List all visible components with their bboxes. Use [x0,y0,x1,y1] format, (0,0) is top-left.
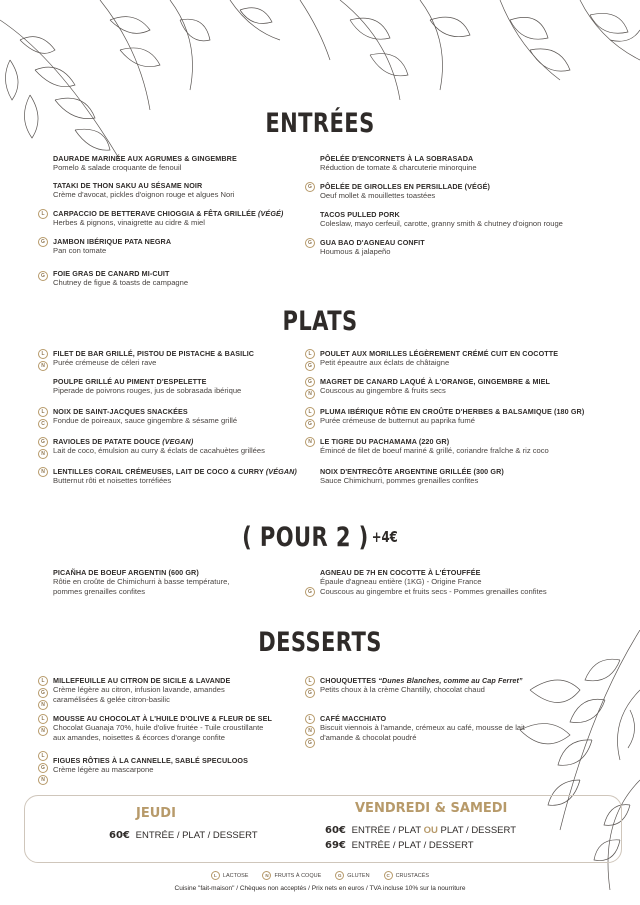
lactose-icon: L [305,407,315,417]
pour-2-supplement: +4€ [371,528,398,546]
item-name: NOIX D'ENTRECÔTE ARGENTINE GRILLÉE (300 GR) [320,467,504,476]
menu-item [41,209,343,229]
entrees-right-column [308,154,610,258]
item-name: FOIE GRAS DE CANARD MI-CUIT [53,269,170,278]
item-description: Lait de coco, émulsion au curry & éclats de cacahuètes grillées [53,446,265,455]
entrees-left-column [41,154,343,289]
section-title-plats: PLATS [282,306,358,337]
item-name: LE TIGRE DU PACHAMAMA (220 GR) [320,437,450,446]
item-name: FIGUES RÔTIES À LA CANNELLE, SABLÉ SPECULOOS [53,756,249,765]
plats-left-column [41,349,343,491]
item-name: MILLEFEUILLE AU CITRON DE SICILE & LAVANDE [53,676,231,685]
fruits-a-coque-icon: N [305,389,315,399]
item-description: Petit épeautre aux éclats de châtaigne [320,358,450,367]
fruits-a-coque-icon: N [305,726,315,736]
item-name: PLUMA IBÉRIQUE RÔTIE EN CROÛTE D'HERBES & BALSAMIQUE (180 GR) [320,407,585,416]
item-description: Coleslaw, mayo cerfeuil, carotte, granny smith & chutney d'oignon rouge [320,219,563,228]
fruits-a-coque-icon: N [305,437,315,447]
menu-item [41,437,343,461]
allergen-icons [305,587,315,597]
legend-item-fruits-a-coque [262,871,321,880]
legend-label: LACTOSE [222,872,249,879]
menu-item [41,467,343,491]
gluten-icon: G [38,237,48,247]
formula-line [325,825,516,836]
item-name: AGNEAU DE 7H EN COCOTTE À L'ÉTOUFFÉE [320,568,481,577]
fruits-a-coque-icon: N [38,775,48,785]
formula-price: 69€ [325,840,346,851]
fruits-a-coque-icon: N [38,361,48,371]
plats-right-column [308,349,610,491]
allergen-icons [38,209,48,219]
menu-item [41,407,343,431]
formula-title-vendredi-samedi: VENDREDI & SAMEDI [355,801,508,816]
crustaces-icon: C [384,871,393,880]
item-name: PÔELÉE DE GIROLLES EN PERSILLADE (VÉGÉ) [320,182,491,191]
menu-item [320,154,610,174]
item-description: Petits choux à la crème Chantilly, chocolat chaud [320,685,485,694]
gluten-icon: G [38,763,48,773]
gluten-icon: G [38,688,48,698]
item-name: RAVIOLES DE PATATE DOUCE (VEGAN) [53,437,194,446]
lactose-icon: L [38,714,48,724]
fruits-a-coque-icon: N [38,726,48,736]
section-title-desserts: DESSERTS [258,627,382,658]
menu-item [53,377,343,399]
item-description: Épaule d'agneau entière (1KG) - Origine France Couscous au gingembre et fruits secs - Pommes grenailles confites [320,577,547,596]
desserts-left-column [41,676,343,783]
formula-courses: ENTRÉE / PLAT / DESSERT [135,830,258,841]
lactose-icon: L [211,871,220,880]
section-title-pour-2 [70,522,569,553]
allergen-icons [305,407,315,429]
menu-item [308,377,610,399]
allergen-icons [38,676,48,710]
gluten-icon: G [305,738,315,748]
item-description: Chutney de figue & toasts de campagne [53,278,189,287]
gluten-icon: G [38,271,48,281]
desserts-right-column [308,676,610,746]
item-description: Herbes & pignons, vinaigrette au cidre & miel [53,218,205,227]
item-description: Sauce Chimichurri, pommes grenailles confites [320,476,479,485]
menu-item [308,676,610,708]
lactose-icon: L [305,714,315,724]
item-name: TATAKI DE THON SAKU AU SÉSAME NOIR [53,181,203,190]
lactose-icon: L [38,209,48,219]
allergen-icons [305,437,315,447]
fruits-a-coque-icon: N [38,449,48,459]
item-description: Butternut rôti et noisettes torréfiées [53,476,172,485]
item-name: LENTILLES CORAIL CRÉMEUSES, LAIT DE COCO & CURRY (VÉGAN) [53,467,297,476]
item-description: Piperade de poivrons rouges, jus de sobrasada ibérique [53,386,242,395]
gluten-icon: G [305,361,315,371]
menu-item [308,349,610,373]
pour2-left-column [53,568,343,596]
legend-item-crustaces [384,871,430,880]
fruits-a-coque-icon: N [262,871,271,880]
allergen-icons [305,714,315,748]
item-description: Biscuit viennois à l'amande, crémeux au café, mousse de lait d'amande & chocolat poudré [320,723,525,742]
gluten-icon: G [38,437,48,447]
menu-item [308,238,610,258]
item-name: CARPACCIO DE BETTERAVE CHIOGGIA & FÊTA GRILLÉE (VÉGÉ) [53,209,284,218]
item-description: Houmous & jalapeño [320,247,391,256]
menu-item [41,269,343,289]
allergen-icons [38,237,48,247]
allergen-icons [38,349,48,371]
item-description: Pan con tomate [53,246,107,255]
item-description: Chocolat Guanaja 70%, huile d'olive fruitée - Tuile croustillante aux amandes, noisettes & écorces d'orange confite [53,723,264,742]
allergen-icons [305,377,315,399]
lactose-icon: L [38,407,48,417]
formula-courses: ENTRÉE / PLAT / DESSERT [351,840,474,851]
menu-item [308,182,610,202]
footer-note: Cuisine "fait-maison" / Chèques non acceptés / Prix nets en euros / TVA incluse 10% sur la nourriture [174,885,466,892]
item-name: DAURADE MARINÉE AUX AGRUMES & GINGEMBRE [53,154,237,163]
formula-price: 60€ [109,830,130,841]
item-name: CHOUQUETTES “Dunes Blanches, comme au Cap Ferret” [320,676,523,685]
legend-item-lactose [211,871,249,880]
lactose-icon: L [305,349,315,359]
item-description: Oeuf mollet & mouillettes toastées [320,191,436,200]
menu-item [41,753,343,783]
allergen-icons [38,407,48,429]
legend-label: CRUSTACÉS [395,872,430,879]
gluten-icon: G [305,377,315,387]
formula-line [325,840,474,851]
menu-item [53,181,343,201]
allergen-icons [38,437,48,459]
allergen-icons [38,714,48,736]
crustaces-icon: C [38,419,48,429]
lactose-icon: L [38,751,48,761]
legend-label: GLUTEN [347,872,370,879]
lactose-icon: L [38,676,48,686]
menu-item [41,237,343,257]
formula-line [109,830,258,841]
item-description: Pomelo & salade croquante de fenouil [53,163,182,172]
item-name: POULET AUX MORILLES LÉGÈREMENT CRÉMÉ CUIT EN COCOTTE [320,349,559,358]
legend-label: FRUITS À COQUE [274,872,322,879]
menu-item [308,407,610,431]
gluten-icon: G [305,688,315,698]
formula-price: 60€ [325,825,346,836]
item-description: Crème légère au citron, infusion lavande, amandes caramélisées & gelée citron-basilic [53,685,225,704]
lactose-icon: L [38,349,48,359]
pour2-right-column [308,568,610,596]
menu-item [308,714,610,746]
gluten-icon: G [305,238,315,248]
gluten-icon: G [335,871,344,880]
item-description: Purée crémeuse de butternut au paprika fumé [320,416,475,425]
item-description: Fondue de poireaux, sauce gingembre & sésame grillé [53,416,238,425]
formula-title-jeudi: JEUDI [136,806,176,821]
formula-courses: ENTRÉE / PLAT OU PLAT / DESSERT [351,825,517,836]
item-name: JAMBON IBÉRIQUE PATA NEGRA [53,237,172,246]
item-description: Crème d'avocat, pickles d'oignon rouge et algues Nori [53,190,235,199]
formula-box [24,795,622,863]
menu-item [41,349,343,373]
item-name: MOUSSE AU CHOCOLAT À L'HUILE D'OLIVE & FLEUR DE SEL [53,714,272,723]
legend-item-gluten [335,871,369,880]
allergen-icons [305,182,315,192]
item-name: MAGRET DE CANARD LAQUÉ À L'ORANGE, GINGEMBRE & MIEL [320,377,551,386]
item-name: TACOS PULLED PORK [320,210,400,219]
gluten-icon: G [305,419,315,429]
menu-item [53,154,343,174]
menu-item [53,568,343,596]
item-description: Émincé de filet de boeuf mariné & grillé, coriandre fraîche & riz coco [320,446,549,455]
section-title-entrees: ENTRÉES [265,108,375,139]
item-description: Couscous au gingembre & fruits secs [320,386,446,395]
item-description: Rôtie en croûte de Chimichurri à basse température, pommes grenailles confites [53,577,230,596]
menu-item [320,210,610,230]
allergen-icons [38,271,48,281]
pour-2-title: ( POUR 2 ) [242,522,369,553]
item-name: PICAÑHA DE BOEUF ARGENTIN (600 GR) [53,568,199,577]
item-name: FILET DE BAR GRILLÉ, PISTOU DE PISTACHE & BASILIC [53,349,255,358]
item-name: NOIX DE SAINT-JACQUES SNACKÉES [53,407,188,416]
item-name: POULPE GRILLÉ AU PIMENT D'ESPELETTE [53,377,207,386]
fruits-a-coque-icon: N [38,467,48,477]
menu-item [308,437,610,461]
menu-item [320,467,610,491]
allergen-icons [305,238,315,248]
allergen-icons [38,467,48,477]
gluten-icon: G [305,587,315,597]
menu-item [41,676,343,708]
item-name: PÔELÉE D'ENCORNETS À LA SOBRASADA [320,154,474,163]
allergen-icons [38,751,48,785]
menu-item [41,714,343,746]
item-name: CAFÉ MACCHIATO [320,714,387,723]
fruits-a-coque-icon: N [38,700,48,710]
allergen-legend [0,871,640,880]
lactose-icon: L [305,676,315,686]
menu-item [308,568,610,596]
item-name: GUA BAO D'AGNEAU CONFIT [320,238,425,247]
item-description: Crème légère au mascarpone [53,765,154,774]
gluten-icon: G [305,182,315,192]
item-description: Purée crémeuse de céleri rave [53,358,157,367]
item-description: Réduction de tomate & charcuterie minorquine [320,163,477,172]
allergen-icons [305,676,315,698]
allergen-icons [305,349,315,371]
